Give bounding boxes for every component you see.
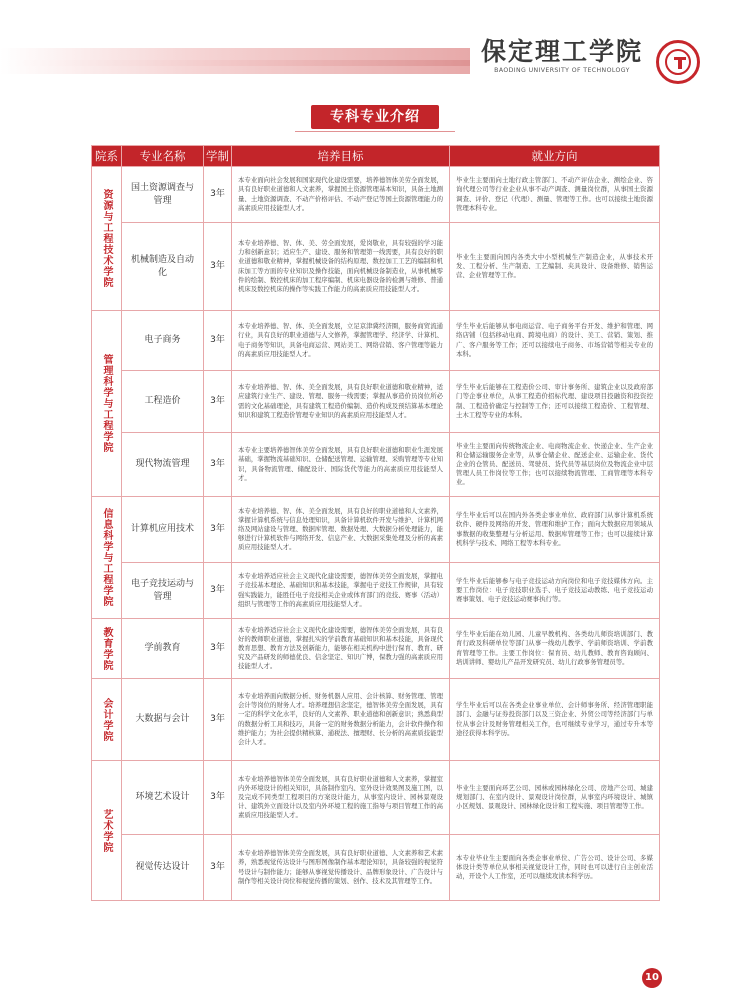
header-years: 学制 [204,146,232,167]
goal-cell: 本专业培养适应社会主义现代化建设需要，德智体美劳全面发展，掌握电子竞技基本理论、基础知识和基本技能，掌握电子竞技工作规律，具有较强实践能力，能胜任电子竞技相关企业或体育部门的竞技、赛事（活动）组织与管理等工作的高素质应用技能型人才。 [232,563,450,619]
goal-cell: 本专业培养德、智、体、美全面发展，具有良好的职业道德和人文素养，掌握计算机系统与信息处理知识，具备计算机软件开发与维护、计算机网络及网站建设与管理、数据库管理、数据处理、大数据分析处理能力，能够进行计算机软件与网络开发、信息产业、大数据采集处理及分析的高素质应用技能型人才。 [232,497,450,563]
table-row [92,679,660,761]
dept-cell: 管理科学与工程学院 [92,311,122,497]
header-goal: 培养目标 [232,146,450,167]
major-cell: 国土资源调查与管理 [122,167,204,223]
major-cell: 计算机应用技术 [122,497,204,563]
career-cell: 学生毕业后能够从事电商运营、电子商务平台开发、维护和管理、网络店铺（包括移动电商、跨境电商）的设计、美工、营销、策划、推广、客户服务等工作；还可以接续电子商务、市场营销等相关专业的本科。 [450,311,660,371]
major-cell: 视觉传达设计 [122,835,204,901]
table-row [92,835,660,901]
title-underline [295,131,455,132]
dept-cell: 会计学院 [92,679,122,761]
header-dept: 院系 [92,146,122,167]
major-cell: 电子商务 [122,311,204,371]
page-number: 10 [642,968,662,988]
major-cell: 机械制造及自动化 [122,223,204,311]
career-cell: 毕业生主要面向环艺公司、园林或园林绿化公司、房地产公司、城建规划部门、在室内设计、景观设计岗位群，从事室内环境设计、城镇小区规划、景观设计、园林绿化设计和工程实施、项目管理等工作。 [450,761,660,835]
table-row [92,167,660,223]
table-row [92,223,660,311]
major-cell: 学前教育 [122,619,204,679]
major-cell: 环境艺术设计 [122,761,204,835]
table-row [92,563,660,619]
table-row [92,497,660,563]
career-cell: 毕业生主要面向国内各类大中小型机械生产制造企业，从事技术开发、工程分析、生产制造、工艺编制、夹具设计、设备维修、销售运营、企业管理等工作。 [450,223,660,311]
major-cell: 大数据与会计 [122,679,204,761]
dept-cell: 艺术学院 [92,761,122,901]
goal-cell: 本专业培养德智体美劳全面发展，具有良好职业道德、人文素养和艺术素养，熟悉视觉传达设计与图形图像制作基本理论知识，具备较强的视觉符号设计与制作能力；能够从事视觉传播设计、品牌形象设计、广告设计与制作等相关设计岗位和视觉传播的策划、创作、技术及其管理等工作。 [232,835,450,901]
years-cell: 3年 [204,563,232,619]
page-header [0,0,737,95]
years-cell: 3年 [204,835,232,901]
goal-cell: 本专业培养德、智、体、美全面发展，立足京津冀经济圈，服务商贸流通行业，具有良好的职业道德与人文修养，掌握管理学、经济学、计算机、电子商务等知识，具备电商运营、网站美工、网络营销、客户管理等能力的高素质应用技能型人才。 [232,311,450,371]
dept-cell: 资源与工程技术学院 [92,167,122,311]
seal-inner-ring [665,49,691,75]
years-cell: 3年 [204,761,232,835]
goal-cell: 本专业面向社会发展和国家现代化建设需要，培养德智体美劳全面发展，具有良好职业道德和人文素养，掌握国土资源管理基本知识，具备土地测量、土地资源调查、不动产价格评估、不动产登记等国土资源管理能力的高素质应用技能型人才。 [232,167,450,223]
header-career: 就业方向 [450,146,660,167]
career-cell: 学生毕业后能够在工程造价公司、审计事务所、建筑企业以及政府部门等企事业单位，从事工程造价招标代理、建设项目投融资和投资控制、工程造价确定与控制等工作；还可以接续工程造价、工程管理、土木工程等专业的本科。 [450,371,660,433]
career-cell: 本专业毕业生主要面向各类企事业单位、广告公司、设计公司、多媒体设计类等单位从事相关视觉设计工作，同时也可以进行自主创业活动，开设个人工作室，还可以继续攻读本科学历。 [450,835,660,901]
career-cell: 学生毕业后能够参与电子竞技运动方向岗位和电子竞技媒体方向。主要工作岗位：电子竞技职业选手、电子竞技运动教练、电子竞技运动赛事策划、电子竞技运动赛事执行等。 [450,563,660,619]
school-seal-icon [656,40,700,84]
years-cell: 3年 [204,223,232,311]
seal-mark [678,60,682,69]
goal-cell: 本专业培养德、智、体、美、劳全面发展，爱岗敬业，具有较强的学习能力和创新意识；适应生产、建设、服务和管理第一线需要，具有良好的职业道德和敬业精神，掌握机械设备的结构原理、数控加工工艺的编制和机床加工等方面的专业知识及操作技能，面向机械设备制造业，从事机械零件的绘制、数控机床的加工程序编制、机床电器设备的检测与维修、普通机床及数控机床的操作等实践工作能力的高素质应用技能型人才。 [232,223,450,311]
years-cell: 3年 [204,311,232,371]
dept-cell: 教育学院 [92,619,122,679]
goal-cell: 本专业培养面向数据分析、财务机器人应用、会计核算、财务管理、管理会计等岗位的财务人才。培养理想信念坚定，德智体美劳全面发展，具有一定的科学文化水平，良好的人文素养、职业道德和创新意识；熟悉典型的数据分析工具和技巧，具备一定的财务数据分析能力，会计软件操作和维护能力；为社会提供精核算、通税法、擅理财、长分析的高素质技能型会计人才。 [232,679,450,761]
dept-cell: 信息科学与工程学院 [92,497,122,619]
table-row [92,619,660,679]
table-row [92,311,660,371]
career-cell: 毕业生主要面向传统物流企业、电商物流企业、快递企业、生产企业和仓储运输服务企业等，从事仓储企业、配送企业、运输企业、货代企业的仓管员、配送员、驾驶员、货代员等基层岗位及物流企业中层管理人员工作岗位等工作；也可以接续物流管理、工商管理等本科专业。 [450,433,660,497]
header-major: 专业名称 [122,146,204,167]
table-row [92,761,660,835]
school-name-en: BAODING UNIVERSITY OF TECHNOLOGY [494,67,630,74]
table-header-row [92,146,660,167]
years-cell: 3年 [204,371,232,433]
school-brand [478,38,646,76]
table-row [92,371,660,433]
major-cell: 电子竞技运动与管理 [122,563,204,619]
career-cell: 学生毕业后可以在各类企业事业单位、会计师事务所、经济管理职能部门、金融与证券投资部门以及三资企业、外贸公司等经济部门与单位从事会计及财务管理相关工作，也可继续专业学习，通过专升本等途径获得本科学历。 [450,679,660,761]
years-cell: 3年 [204,497,232,563]
major-table [91,145,660,901]
school-name-cn: 保定理工学院 [480,37,643,66]
header-decorative-stripe-inner [0,60,470,66]
career-cell: 毕业生主要面向土地行政主管部门、不动产评估企业、测绘企业、咨询代理公司等行业企业从事不动产调查、测量岗位群，从事国土资源调查、评价、登记（代理）、测量、管理等工作。也可以接续土地资源管理本科专业。 [450,167,660,223]
career-cell: 学生毕业后可以在国内外各类企事业单位、政府部门从事计算机系统软件、硬件及网络的开发、管理和维护工作；面向大数据应用领域从事数据的收集整理与分析运用、数据库管理等工作；也可以接续计算机科学与技术、网络工程等本科专业。 [450,497,660,563]
goal-cell: 本专业培养适应社会主义现代化建设需要，德智体美劳全面发展，具有良好的教师职业道德，掌握扎实的学前教育基础知识和基本技能，具备现代教育思想、教育方法及创新能力，能够在相关机构中进行保育、教育、研究及产品研发的师德优良、信念坚定、知识广博，保教力强的高素质应用技能型人才。 [232,619,450,679]
goal-cell: 本专业培养德、智、体、美全面发展，具有良好职业道德和敬业精神，适应建筑行业生产、建设、管理、服务一线需要；掌握从事造价员岗位所必需的文化基础理论，具有建筑工程造价编制、造价构成及预结算基本理论知识和建筑工程造价管理专业知识的高素质应用技能型人才。 [232,371,450,433]
years-cell: 3年 [204,619,232,679]
goal-cell: 本专业培养德智体美劳全面发展，具有良好职业道德和人文素养，掌握室内外环境设计的相关知识，具备制作室内、室外设计效果图及施工图，以及完成不同类型工程项目的方案设计能力，从事室内设计、园林景观设计、建筑外立面设计以及室内外环境工程的施工指导与项目管理工作的高素质应用技能型人才。 [232,761,450,835]
page-title: 专科专业介绍 [311,105,439,129]
career-cell: 学生毕业后能在幼儿园、儿童早教机构、各类幼儿师资培训部门、教育行政及科研单位等部门从事一线幼儿教学、学前师资培训、学前教育管理等工作。主要工作岗位：保育员、幼儿教师、教育咨询顾问、培训讲师、婴幼儿产品开发研究员、幼儿行政事务管理员等。 [450,619,660,679]
major-cell: 现代物流管理 [122,433,204,497]
years-cell: 3年 [204,433,232,497]
table-row [92,433,660,497]
years-cell: 3年 [204,679,232,761]
major-cell: 工程造价 [122,371,204,433]
goal-cell: 本专业主要培养德智体美劳全面发展，具有良好职业道德和职业生涯发展基础，掌握物流基础知识、仓储配送管理、运输管理、采购管理等专业知识，具备物流管理、储配设计、国际货代等能力的高素质应用技能型人才。 [232,433,450,497]
years-cell: 3年 [204,167,232,223]
